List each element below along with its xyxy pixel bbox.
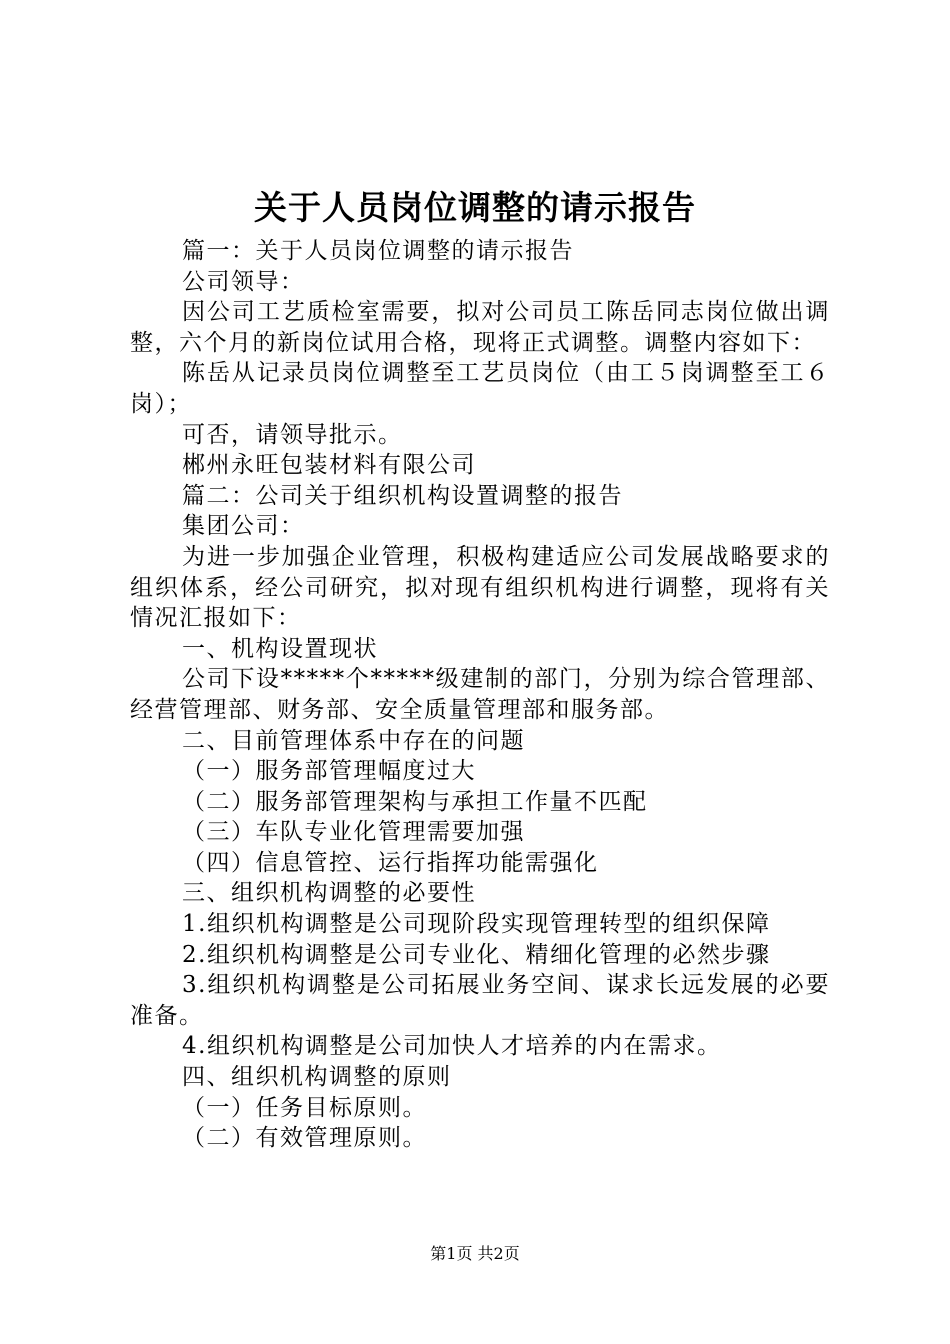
page-number-footer: 第1页 共2页 [430,1244,520,1263]
document-body [130,236,830,1154]
paragraph: （四）信息管控、运行指挥功能需强化 [182,849,599,876]
paragraph: 可否，请领导批示。 [182,421,403,448]
paragraph: 陈岳从记录员岗位调整至工艺员岗位（由工５岗调整至工６岗）； [130,360,830,417]
paragraph: 篇二：公司关于组织机构设置调整的报告 [182,482,623,509]
paragraph: 三、组织机构调整的必要性 [182,880,476,907]
paragraph: 为进一步加强企业管理，积极构建适应公司发展战略要求的组织体系，经公司研究，拟对现有组织机构进行调整，现将有关情况汇报如下： [130,543,830,632]
paragraph: 4.组织机构调整是公司加快人才培养的内在需求。 [182,1033,722,1060]
paragraph: 集团公司： [182,513,305,540]
paragraph: 公司领导： [182,268,305,295]
paragraph: 因公司工艺质检室需要，拟对公司员工陈岳同志岗位做出调整，六个月的新岗位试用合格，现将正式调整。调整内容如下： [130,299,830,356]
document-title: 关于人员岗位调整的请示报告 [254,188,696,227]
paragraph: 1.组织机构调整是公司现阶段实现管理转型的组织保障 [182,911,771,938]
paragraph: （二）有效管理原则。 [182,1125,427,1152]
paragraph: 3.组织机构调整是公司拓展业务空间、谋求长远发展的必要准备。 [130,972,830,1029]
paragraph: 2.组织机构调整是公司专业化、精细化管理的必然步骤 [182,941,771,968]
paragraph: 一、机构设置现状 [182,635,378,662]
paragraph: （二）服务部管理架构与承担工作量不匹配 [182,788,648,815]
paragraph: （一）服务部管理幅度过大 [182,758,476,785]
paragraph: 公司下设*****个*****级建制的部门，分别为综合管理部、经营管理部、财务部、安全质量管理部和服务部。 [130,666,830,723]
paragraph: 四、组织机构调整的原则 [182,1064,452,1091]
paragraph: 二、目前管理体系中存在的问题 [182,727,525,754]
paragraph: （一）任务目标原则。 [182,1094,427,1121]
paragraph: 篇一：关于人员岗位调整的请示报告 [182,238,574,264]
paragraph: （三）车队专业化管理需要加强 [182,819,525,846]
paragraph: 郴州永旺包装材料有限公司 [182,452,476,479]
